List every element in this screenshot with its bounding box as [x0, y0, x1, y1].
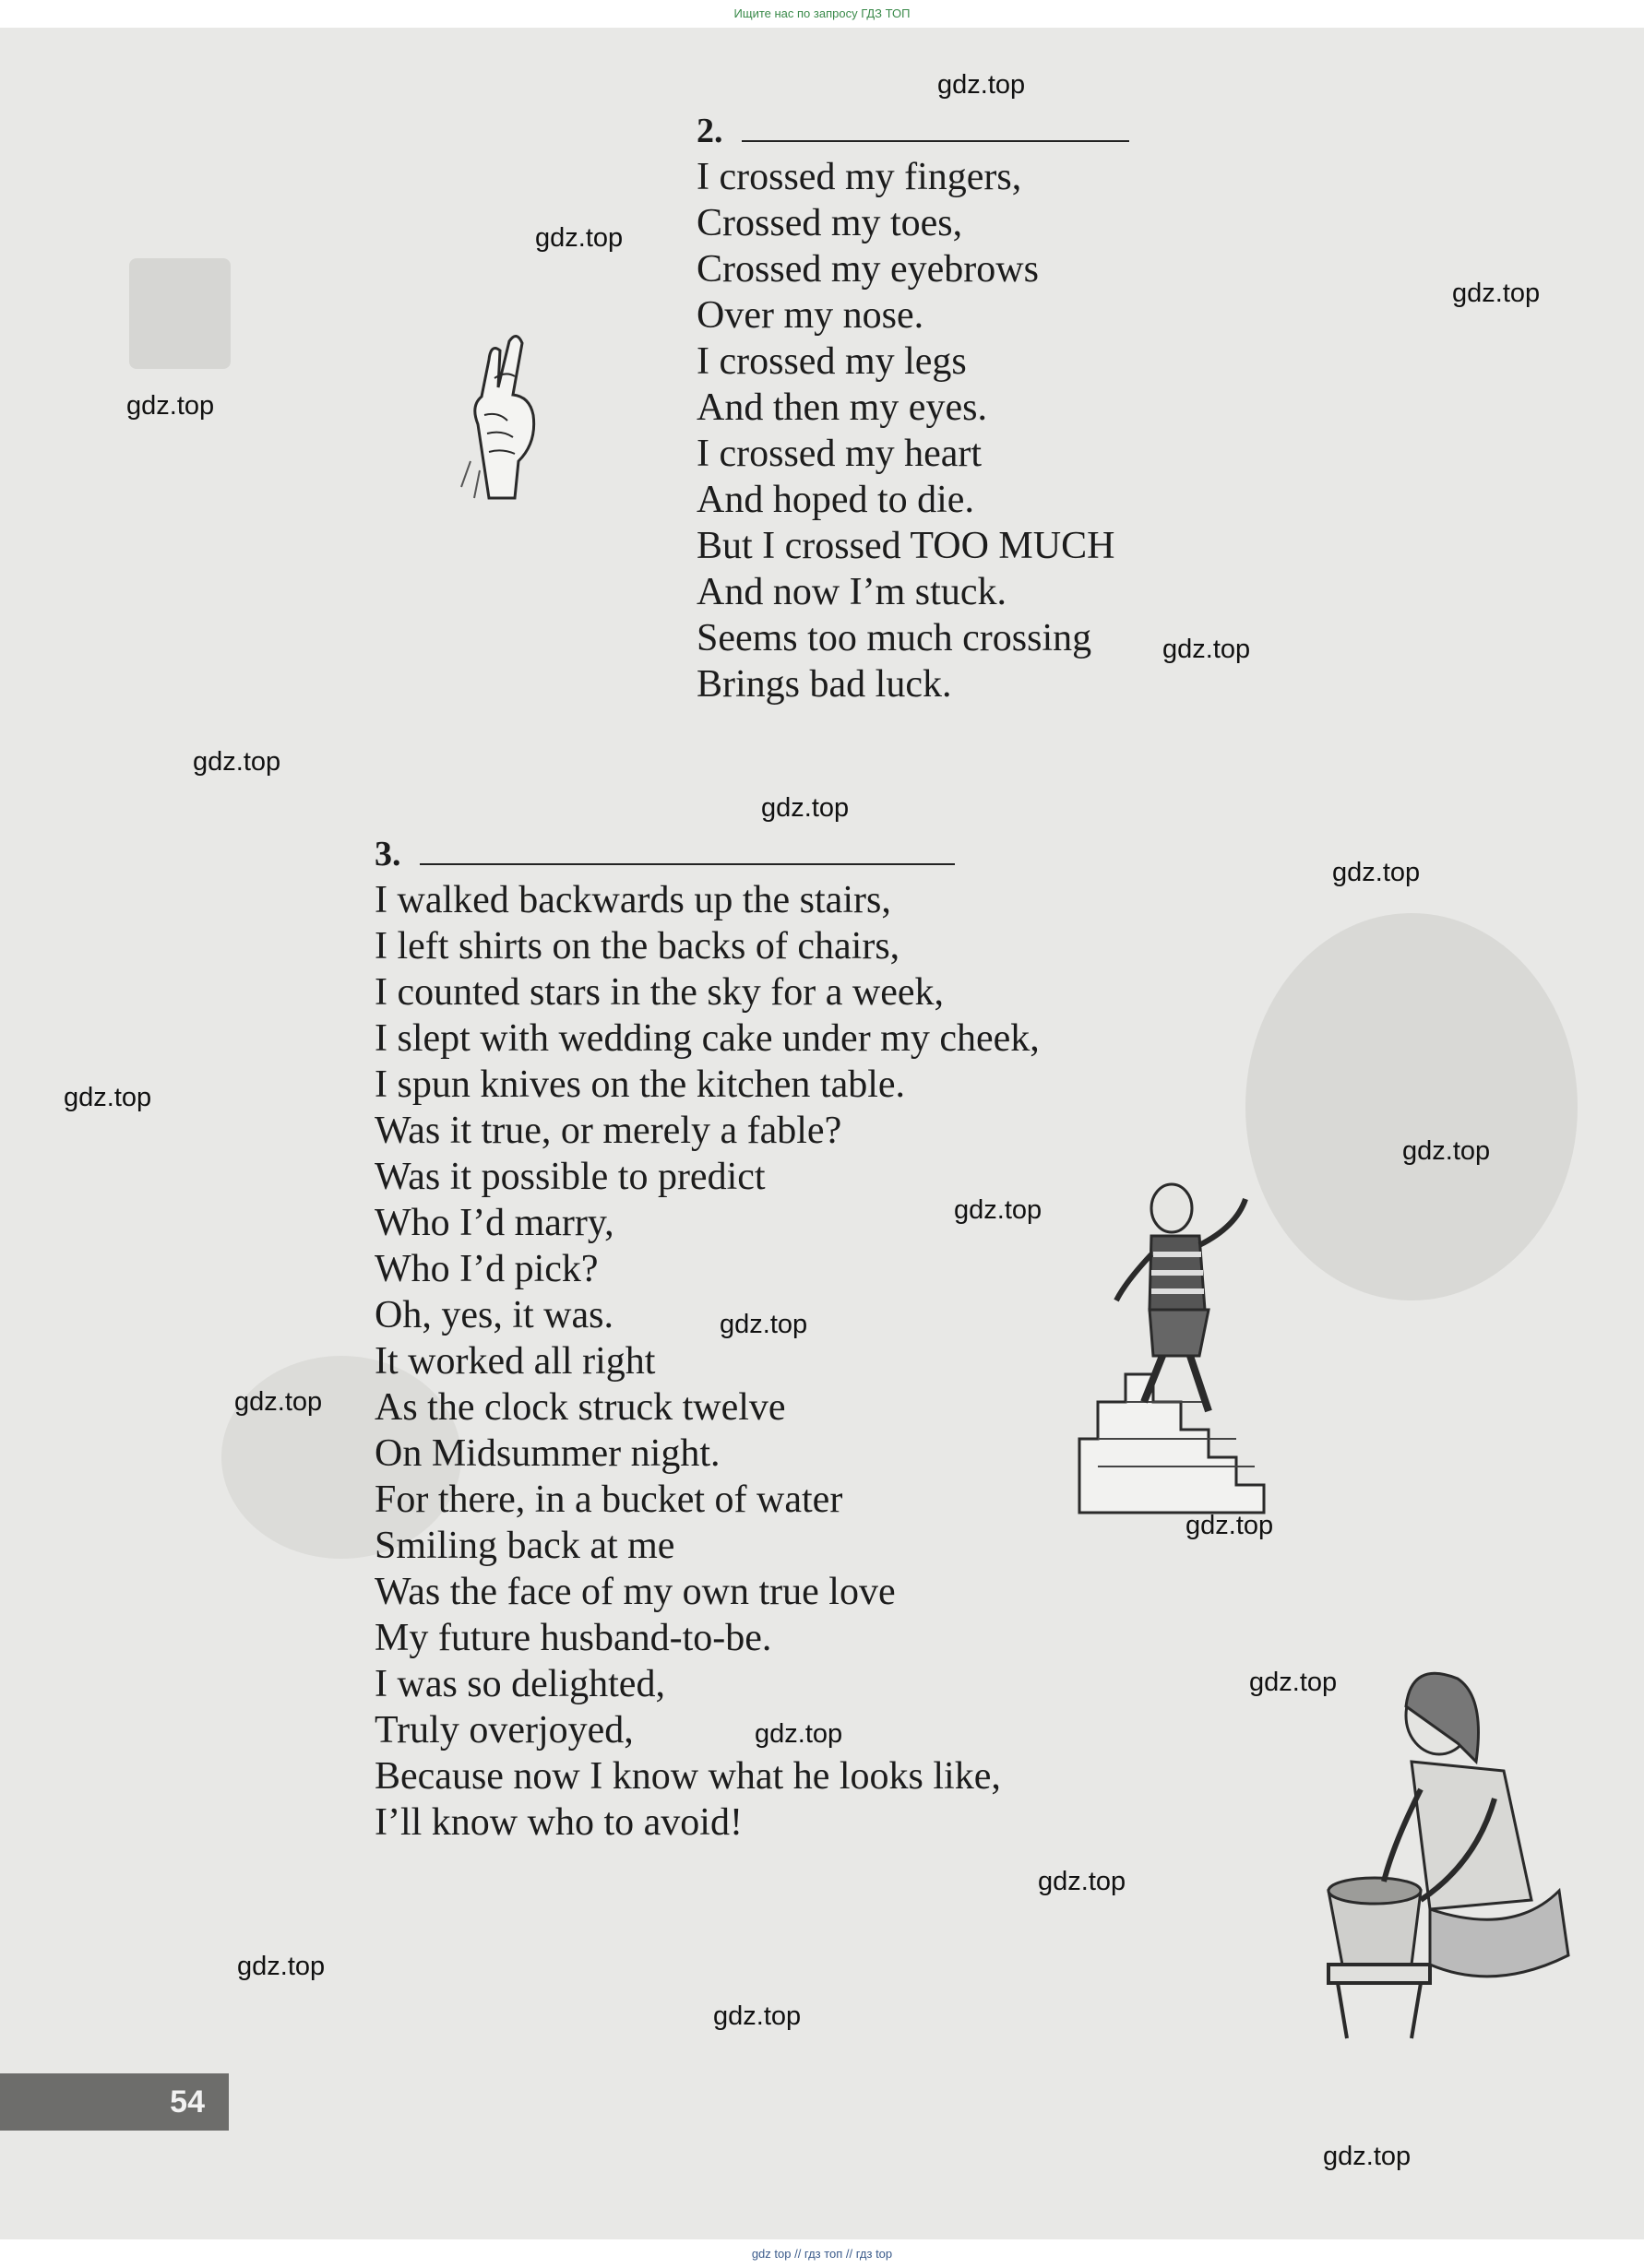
- watermark: gdz.top: [193, 747, 281, 777]
- bottom-banner[interactable]: gdz top // гдз топ // гдз top: [0, 2239, 1644, 2268]
- crossed-fingers-hand-icon: [434, 323, 563, 507]
- watermark: gdz.top: [1185, 1511, 1274, 1540]
- poem-3-number: 3.: [375, 835, 401, 873]
- poem-3-line: Because now I know what he looks like,: [375, 1755, 1001, 1798]
- poem-3-line: I counted stars in the sky for a week,: [375, 971, 944, 1014]
- watermark: gdz.top: [1332, 858, 1421, 887]
- poem-3-line: My future husband-to-be.: [375, 1617, 772, 1659]
- poem-2-header: [697, 107, 1129, 154]
- poem-2-line: Crossed my toes,: [697, 202, 963, 244]
- poem-3-line: I left shirts on the backs of chairs,: [375, 925, 900, 968]
- top-banner[interactable]: Ищите нас по запросу ГДЗ ТОП: [0, 0, 1644, 28]
- page-number: 54: [0, 2073, 229, 2131]
- watermark: gdz.top: [64, 1083, 152, 1112]
- poem-3-lines: [375, 877, 1040, 1846]
- watermark: gdz.top: [755, 1719, 843, 1749]
- poem-2-title-blank: [742, 140, 1129, 142]
- poem-2-line: Seems too much crossing: [697, 617, 1092, 659]
- poem-3-line: Was it true, or merely a fable?: [375, 1110, 842, 1152]
- poem-2-line: Crossed my eyebrows: [697, 248, 1039, 291]
- girl-walking-backwards-up-stairs-icon: [1061, 1171, 1282, 1522]
- bleed-through-shape: [1245, 913, 1578, 1300]
- watermark: gdz.top: [1038, 1867, 1126, 1896]
- poem-3-line: For there, in a bucket of water: [375, 1478, 843, 1521]
- poem-2-line: I crossed my fingers,: [697, 156, 1022, 198]
- poem-3-line: Oh, yes, it was.: [375, 1294, 614, 1336]
- poem-2: [697, 107, 1129, 707]
- poem-3-header: [375, 830, 1040, 877]
- poem-3-line: I slept with wedding cake under my cheek,: [375, 1017, 1040, 1060]
- watermark: gdz.top: [1323, 2142, 1412, 2171]
- poem-2-line: I crossed my legs: [697, 340, 967, 383]
- poem-2-line: And now I’m stuck.: [697, 571, 1007, 613]
- poem-3-line: Who I’d pick?: [375, 1248, 599, 1290]
- poem-3-line: I’ll know who to avoid!: [375, 1801, 743, 1844]
- poem-3-line: Who I’d marry,: [375, 1202, 614, 1244]
- poem-3-line: Truly overjoyed,: [375, 1709, 634, 1751]
- bleed-through-shape: [129, 258, 231, 369]
- textbook-page: [0, 28, 1644, 2239]
- poem-2-number: 2.: [697, 112, 723, 150]
- poem-2-line: I crossed my heart: [697, 433, 983, 475]
- poem-3-line: Was it possible to predict: [375, 1156, 766, 1198]
- poem-2-line: Brings bad luck.: [697, 663, 952, 706]
- poem-2-line: And then my eyes.: [697, 386, 987, 429]
- watermark: gdz.top: [237, 1952, 326, 1981]
- poem-3-line: I walked backwards up the stairs,: [375, 879, 891, 921]
- watermark: gdz.top: [713, 2001, 802, 2031]
- watermark: gdz.top: [937, 70, 1026, 100]
- poem-2-line: And hoped to die.: [697, 479, 974, 521]
- watermark: gdz.top: [126, 391, 215, 421]
- poem-3-line: Smiling back at me: [375, 1525, 675, 1567]
- watermark: gdz.top: [535, 223, 624, 253]
- watermark: gdz.top: [1402, 1136, 1491, 1166]
- poem-3-line: On Midsummer night.: [375, 1432, 721, 1475]
- watermark: gdz.top: [954, 1195, 1042, 1225]
- poem-2-lines: [697, 154, 1129, 707]
- watermark: gdz.top: [1452, 279, 1541, 308]
- girl-looking-into-bucket-icon: [1292, 1660, 1587, 2048]
- watermark: gdz.top: [720, 1310, 808, 1339]
- poem-3-line: I was so delighted,: [375, 1663, 665, 1705]
- poem-2-line: Over my nose.: [697, 294, 924, 337]
- poem-3: [375, 830, 1040, 1846]
- poem-3-line: I spun knives on the kitchen table.: [375, 1063, 906, 1106]
- poem-2-line: But I crossed TOO MUCH: [697, 525, 1115, 567]
- poem-3-title-blank: [420, 863, 955, 865]
- poem-3-line: As the clock struck twelve: [375, 1386, 786, 1429]
- watermark: gdz.top: [234, 1387, 323, 1417]
- watermark: gdz.top: [1162, 635, 1251, 664]
- watermark: gdz.top: [1249, 1668, 1338, 1697]
- watermark: gdz.top: [761, 793, 850, 823]
- poem-3-line: Was the face of my own true love: [375, 1571, 896, 1613]
- poem-3-line: It worked all right: [375, 1340, 656, 1383]
